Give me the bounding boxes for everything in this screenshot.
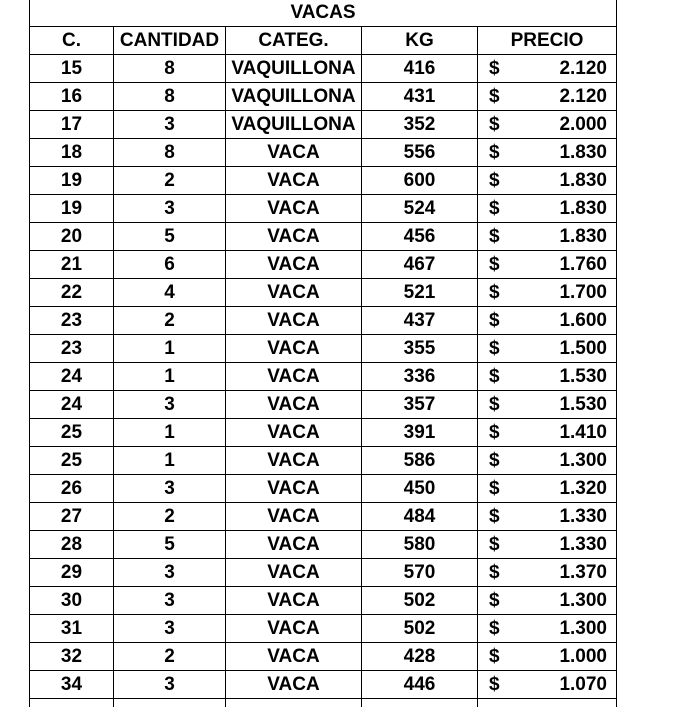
table-row [30, 223, 617, 251]
currency-symbol: $ [489, 310, 500, 331]
table-row [30, 615, 617, 643]
table-row [30, 167, 617, 195]
cell-cantidad[interactable]: 3 [114, 587, 226, 615]
table-row [30, 335, 617, 363]
cell-c[interactable]: 27 [30, 503, 114, 531]
title-row [30, 0, 617, 27]
cell-precio[interactable] [478, 139, 617, 167]
cell-categ[interactable]: VAQUILLONA [226, 55, 362, 83]
cell-precio[interactable] [478, 55, 617, 83]
partial-row [30, 699, 617, 708]
currency-symbol: $ [489, 590, 500, 611]
cell-kg[interactable]: 391 [362, 419, 478, 447]
cell-categ[interactable]: VACA [226, 279, 362, 307]
cell-precio[interactable] [478, 615, 617, 643]
currency-symbol: $ [489, 394, 500, 415]
cell-kg[interactable]: 352 [362, 111, 478, 139]
cell-kg[interactable]: 467 [362, 251, 478, 279]
empty-cell[interactable] [362, 699, 478, 708]
currency-symbol: $ [489, 422, 500, 443]
cell-c[interactable]: 29 [30, 559, 114, 587]
cell-kg[interactable]: 446 [362, 671, 478, 699]
cell-c[interactable]: 30 [30, 587, 114, 615]
empty-cell[interactable] [478, 699, 617, 708]
table-row [30, 55, 617, 83]
cell-cantidad[interactable]: 8 [114, 139, 226, 167]
table-row [30, 279, 617, 307]
table-row [30, 671, 617, 699]
cell-kg[interactable]: 556 [362, 139, 478, 167]
cell-cantidad[interactable]: 3 [114, 559, 226, 587]
cell-categ[interactable]: VACA [226, 503, 362, 531]
cell-categ[interactable]: VACA [226, 615, 362, 643]
price-value: 1.070 [559, 674, 607, 695]
currency-symbol: $ [489, 674, 500, 695]
cell-kg[interactable]: 456 [362, 223, 478, 251]
cell-kg[interactable]: 336 [362, 363, 478, 391]
table-row [30, 475, 617, 503]
currency-symbol: $ [489, 506, 500, 527]
price-value: 1.300 [559, 618, 607, 639]
currency-symbol: $ [489, 226, 500, 247]
table-row [30, 503, 617, 531]
table-row [30, 559, 617, 587]
cell-c[interactable]: 23 [30, 307, 114, 335]
cell-c[interactable]: 32 [30, 643, 114, 671]
cell-cantidad[interactable]: 4 [114, 279, 226, 307]
table-row [30, 251, 617, 279]
cell-kg[interactable]: 355 [362, 335, 478, 363]
cell-categ[interactable]: VAQUILLONA [226, 111, 362, 139]
currency-symbol: $ [489, 142, 500, 163]
cell-precio[interactable] [478, 391, 617, 419]
currency-symbol: $ [489, 254, 500, 275]
cell-precio[interactable] [478, 447, 617, 475]
cell-precio[interactable] [478, 335, 617, 363]
cell-precio[interactable] [478, 83, 617, 111]
cell-c[interactable]: 26 [30, 475, 114, 503]
header-cantidad[interactable]: CANTIDAD [114, 27, 226, 55]
currency-symbol: $ [489, 450, 500, 471]
table-row [30, 391, 617, 419]
cell-precio[interactable] [478, 503, 617, 531]
cell-c[interactable]: 28 [30, 531, 114, 559]
cell-cantidad[interactable]: 1 [114, 447, 226, 475]
cell-kg[interactable]: 586 [362, 447, 478, 475]
table-row [30, 643, 617, 671]
table-body [30, 55, 617, 699]
cell-cantidad[interactable]: 3 [114, 671, 226, 699]
cell-kg[interactable]: 357 [362, 391, 478, 419]
header-precio[interactable]: PRECIO [478, 27, 617, 55]
cell-c[interactable]: 23 [30, 335, 114, 363]
price-value: 1.330 [559, 534, 607, 555]
cell-kg[interactable]: 437 [362, 307, 478, 335]
cell-categ[interactable]: VACA [226, 475, 362, 503]
cell-categ[interactable]: VACA [226, 587, 362, 615]
cell-precio[interactable] [478, 223, 617, 251]
currency-symbol: $ [489, 198, 500, 219]
cell-precio[interactable] [478, 167, 617, 195]
header-row [30, 27, 617, 55]
cell-c[interactable]: 17 [30, 111, 114, 139]
table-row [30, 83, 617, 111]
currency-symbol: $ [489, 170, 500, 191]
price-value: 1.830 [559, 198, 607, 219]
price-value: 1.300 [559, 450, 607, 471]
table-row [30, 111, 617, 139]
cell-categ[interactable]: VACA [226, 671, 362, 699]
cell-kg[interactable]: 416 [362, 55, 478, 83]
cell-cantidad[interactable]: 3 [114, 391, 226, 419]
cell-cantidad[interactable]: 3 [114, 111, 226, 139]
table-row [30, 307, 617, 335]
currency-symbol: $ [489, 282, 500, 303]
cell-c[interactable]: 18 [30, 139, 114, 167]
price-value: 1.700 [559, 282, 607, 303]
table-row [30, 531, 617, 559]
cell-precio[interactable] [478, 279, 617, 307]
cell-cantidad[interactable]: 2 [114, 643, 226, 671]
price-value: 1.300 [559, 590, 607, 611]
cell-cantidad[interactable]: 2 [114, 307, 226, 335]
table-row [30, 587, 617, 615]
cell-c[interactable]: 25 [30, 447, 114, 475]
table-title[interactable]: VACAS [30, 0, 617, 27]
cell-cantidad[interactable]: 5 [114, 223, 226, 251]
table-row [30, 139, 617, 167]
cell-precio[interactable] [478, 419, 617, 447]
price-value: 1.530 [559, 366, 607, 387]
cell-precio[interactable] [478, 195, 617, 223]
spreadsheet-sheet [29, 0, 617, 707]
cell-cantidad[interactable]: 6 [114, 251, 226, 279]
vacas-table [29, 0, 617, 707]
table-row [30, 195, 617, 223]
cell-kg[interactable]: 431 [362, 83, 478, 111]
cell-c[interactable]: 22 [30, 279, 114, 307]
cell-c[interactable]: 19 [30, 195, 114, 223]
price-value: 1.830 [559, 142, 607, 163]
price-value: 1.320 [559, 478, 607, 499]
cell-precio[interactable] [478, 643, 617, 671]
currency-symbol: $ [489, 338, 500, 359]
cell-categ[interactable]: VACA [226, 139, 362, 167]
cell-precio[interactable] [478, 531, 617, 559]
price-value: 1.830 [559, 170, 607, 191]
cell-cantidad[interactable]: 3 [114, 195, 226, 223]
cell-kg[interactable]: 524 [362, 195, 478, 223]
cell-cantidad[interactable]: 1 [114, 335, 226, 363]
cell-c[interactable]: 20 [30, 223, 114, 251]
table-row [30, 447, 617, 475]
currency-symbol: $ [489, 478, 500, 499]
cell-categ[interactable]: VACA [226, 195, 362, 223]
table-row [30, 363, 617, 391]
cell-c[interactable]: 25 [30, 419, 114, 447]
cell-precio[interactable] [478, 307, 617, 335]
header-kg[interactable]: KG [362, 27, 478, 55]
currency-symbol: $ [489, 646, 500, 667]
cell-kg[interactable]: 502 [362, 587, 478, 615]
header-c[interactable]: C. [30, 27, 114, 55]
cell-kg[interactable]: 502 [362, 615, 478, 643]
cell-categ[interactable]: VACA [226, 419, 362, 447]
cell-precio[interactable] [478, 587, 617, 615]
currency-symbol: $ [489, 58, 500, 79]
cell-kg[interactable]: 580 [362, 531, 478, 559]
price-value: 1.410 [559, 422, 607, 443]
cell-c[interactable]: 24 [30, 391, 114, 419]
table-row [30, 419, 617, 447]
currency-symbol: $ [489, 534, 500, 555]
cell-cantidad[interactable]: 3 [114, 615, 226, 643]
currency-symbol: $ [489, 618, 500, 639]
price-value: 1.760 [559, 254, 607, 275]
price-value: 1.530 [559, 394, 607, 415]
empty-cell[interactable] [114, 699, 226, 708]
cell-precio[interactable] [478, 475, 617, 503]
currency-symbol: $ [489, 562, 500, 583]
cell-c[interactable]: 19 [30, 167, 114, 195]
cell-categ[interactable]: VACA [226, 391, 362, 419]
cell-categ[interactable]: VACA [226, 559, 362, 587]
price-value: 1.500 [559, 338, 607, 359]
cell-kg[interactable]: 600 [362, 167, 478, 195]
empty-cell[interactable] [30, 699, 114, 708]
cell-precio[interactable] [478, 111, 617, 139]
cell-cantidad[interactable]: 1 [114, 363, 226, 391]
cell-c[interactable]: 34 [30, 671, 114, 699]
cell-cantidad[interactable]: 8 [114, 55, 226, 83]
cell-c[interactable]: 16 [30, 83, 114, 111]
price-value: 1.600 [559, 310, 607, 331]
price-value: 1.000 [559, 646, 607, 667]
cell-categ[interactable]: VACA [226, 531, 362, 559]
cell-cantidad[interactable]: 5 [114, 531, 226, 559]
price-value: 1.830 [559, 226, 607, 247]
price-value: 2.000 [559, 114, 607, 135]
cell-c[interactable]: 24 [30, 363, 114, 391]
cell-categ[interactable]: VACA [226, 223, 362, 251]
currency-symbol: $ [489, 114, 500, 135]
cell-cantidad[interactable]: 2 [114, 503, 226, 531]
cell-categ[interactable]: VACA [226, 167, 362, 195]
cell-cantidad[interactable]: 8 [114, 83, 226, 111]
cell-categ[interactable]: VACA [226, 447, 362, 475]
cell-categ[interactable]: VAQUILLONA [226, 83, 362, 111]
cell-c[interactable]: 21 [30, 251, 114, 279]
cell-cantidad[interactable]: 1 [114, 419, 226, 447]
cell-kg[interactable]: 570 [362, 559, 478, 587]
currency-symbol: $ [489, 86, 500, 107]
cell-c[interactable]: 31 [30, 615, 114, 643]
cell-categ[interactable]: VACA [226, 307, 362, 335]
cell-c[interactable]: 15 [30, 55, 114, 83]
cell-precio[interactable] [478, 251, 617, 279]
cell-precio[interactable] [478, 671, 617, 699]
cell-categ[interactable]: VACA [226, 251, 362, 279]
cell-categ[interactable]: VACA [226, 363, 362, 391]
cell-kg[interactable]: 450 [362, 475, 478, 503]
header-categ[interactable]: CATEG. [226, 27, 362, 55]
currency-symbol: $ [489, 366, 500, 387]
cell-categ[interactable]: VACA [226, 335, 362, 363]
empty-cell[interactable] [226, 699, 362, 708]
cell-cantidad[interactable]: 3 [114, 475, 226, 503]
price-value: 1.370 [559, 562, 607, 583]
price-value: 2.120 [559, 86, 607, 107]
cell-precio[interactable] [478, 363, 617, 391]
price-value: 1.330 [559, 506, 607, 527]
price-value: 2.120 [559, 58, 607, 79]
cell-kg[interactable]: 428 [362, 643, 478, 671]
cell-categ[interactable]: VACA [226, 643, 362, 671]
cell-kg[interactable]: 521 [362, 279, 478, 307]
cell-precio[interactable] [478, 559, 617, 587]
cell-cantidad[interactable]: 2 [114, 167, 226, 195]
cell-kg[interactable]: 484 [362, 503, 478, 531]
